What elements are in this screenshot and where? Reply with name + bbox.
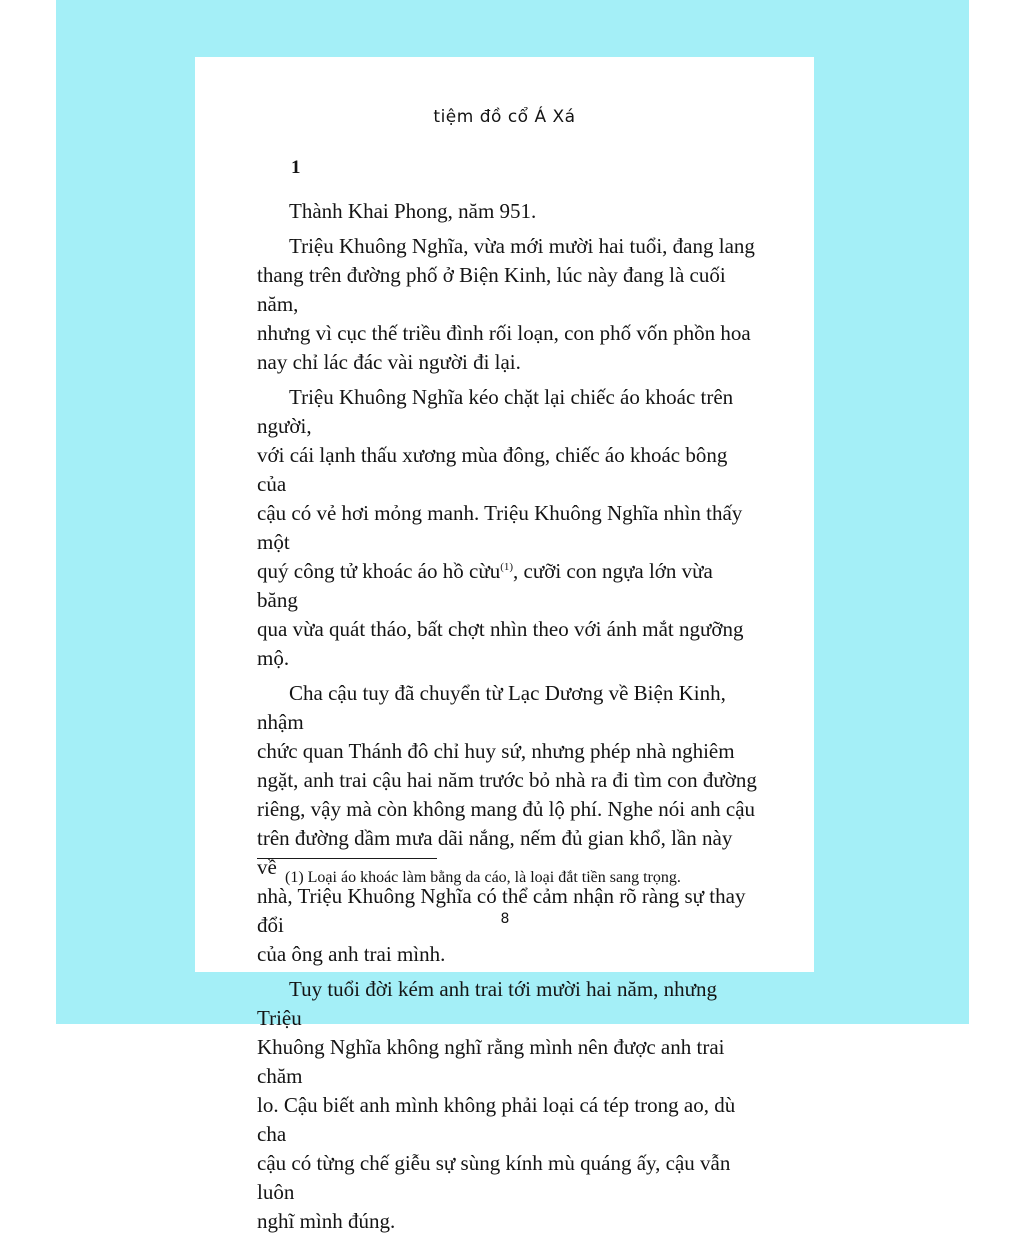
paragraph (257, 232, 757, 377)
footnote: (1) Loại áo khoác làm bằng da cáo, là loại đắt tiền sang trọng. (285, 869, 681, 886)
paragraph-text: Cha cậu tuy đã chuyển từ Lạc Dương về Biện Kinh, nhậm chức quan Thánh đô chỉ huy sứ, nhưng phép nhà nghiêm ngặt, anh trai cậu hai năm trước bỏ nhà ra đi tìm con đường riêng, vậy mà còn không mang đủ lộ phí. Nghe nói anh cậu trên đường dầm mưa dãi nắng, nếm đủ gian khổ, lần này về nhà, Triệu Khuông Nghĩa có thể cảm nhận rõ ràng sự thay đổi của ông anh trai mình. (257, 681, 757, 966)
paragraph (257, 383, 757, 673)
book-page (195, 57, 814, 1233)
paragraph-text: Tuy tuổi đời kém anh trai tới mười hai năm, nhưng Triệu Khuông Nghĩa không nghĩ rằng mình nên được anh trai chăm lo. Cậu biết anh mình không phải loại cá tép trong ao, dù cha cậu có từng chế giễu sự sùng kính mù quáng ấy, cậu vẫn luôn nghĩ mình đúng. (257, 977, 736, 1233)
paragraph-text: Triệu Khuông Nghĩa kéo chặt lại chiếc áo khoác trên người, với cái lạnh thấu xương mùa đông, chiếc áo khoác bông của cậu có vẻ hơi mỏng manh. Triệu Khuông Nghĩa nhìn thấy một quý công tử khoác áo hồ cừu (257, 385, 743, 583)
paragraph-text: Thành Khai Phong, năm 951. (289, 199, 537, 223)
page-number: 8 (500, 911, 510, 927)
paragraph (257, 197, 757, 226)
running-head: tiệm đồ cổ Á Xá (433, 107, 576, 127)
paragraph-text: , cưỡi con ngựa lớn vừa băng qua vừa quát tháo, bất chợt nhìn theo với ánh mắt ngưỡng mộ. (257, 559, 744, 670)
footnote-divider (257, 858, 437, 859)
paragraph-text: Triệu Khuông Nghĩa, vừa mới mười hai tuổi, đang lang thang trên đường phố ở Biện Kinh, lúc này đang là cuối năm, nhưng vì cục thế triều đình rối loạn, con phố vốn phồn hoa nay chỉ lác đác vài người đi lại. (257, 234, 755, 374)
paragraph (257, 975, 757, 1236)
body-text (257, 197, 757, 1242)
chapter-number: 1 (291, 157, 301, 178)
footnote-reference[interactable]: (1) (500, 561, 514, 573)
